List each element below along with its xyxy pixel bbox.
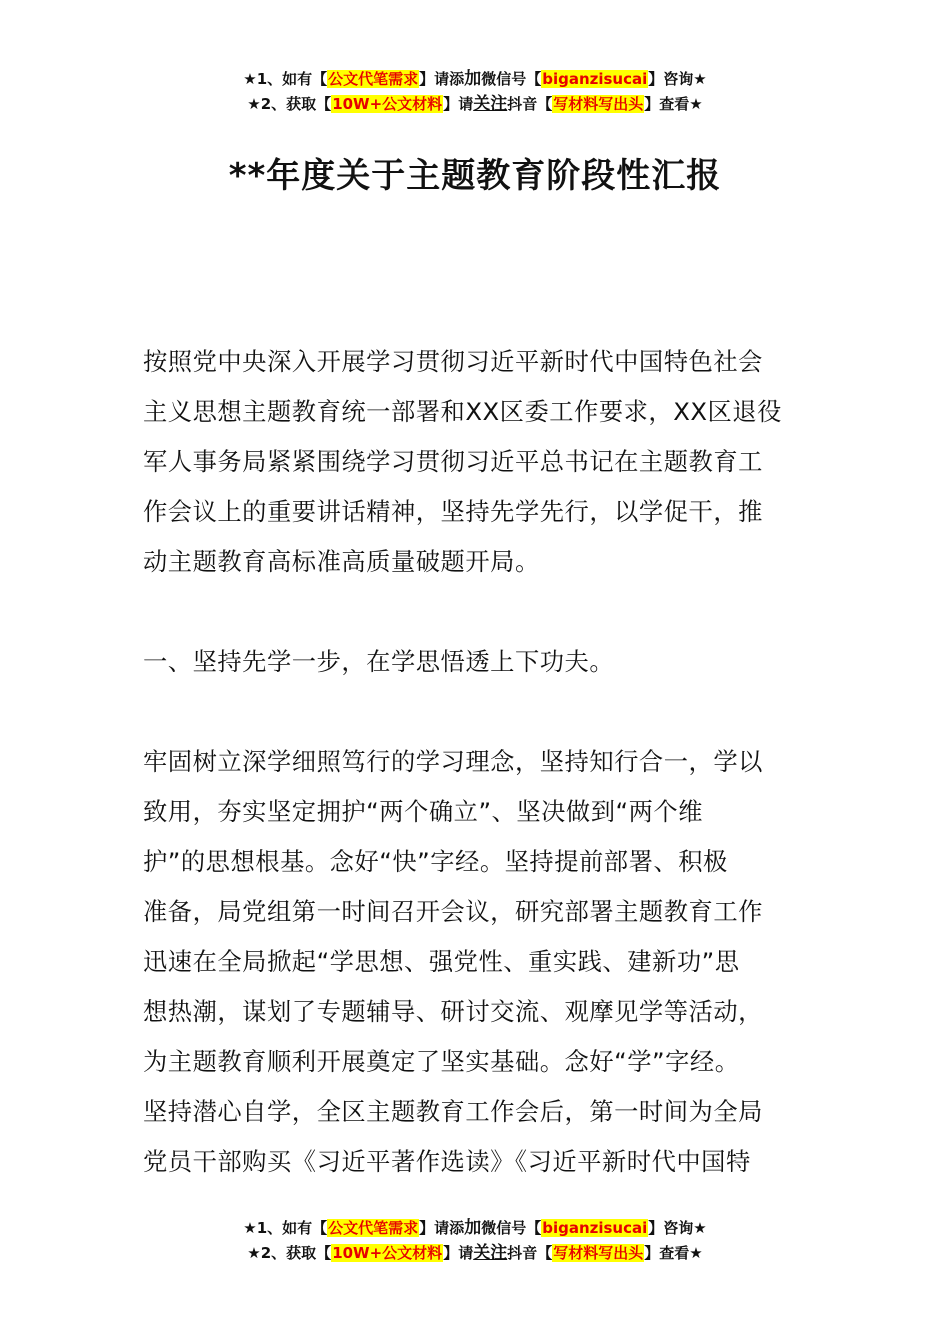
banner-text: 关注: [473, 1243, 508, 1263]
text-line: 护”的思想根基。念好“快”字经。坚持提前部署、积极: [143, 847, 728, 876]
highlight-douyin-account: 写材料写出头: [553, 1244, 644, 1262]
banner-text: ★2、获取【: [247, 1244, 332, 1262]
header-banner: [0, 67, 950, 117]
document-title: **年度关于主题教育阶段性汇报: [228, 156, 722, 196]
banner-text: 】咨询★: [648, 70, 707, 88]
banner-line-1: [0, 67, 950, 92]
banner-text: ★1、如有【: [243, 70, 328, 88]
paragraph-intro: [143, 337, 807, 587]
text-line: 迅速在全局掀起“学思想、强党性、重实践、建新功”思: [143, 947, 740, 976]
text-line: 党员干部购买《习近平著作选读》《习近平新时代中国特: [143, 1147, 751, 1176]
banner-text: ★2、获取【: [247, 95, 332, 113]
banner-text: 关注: [473, 94, 508, 114]
banner-text: 微信号【: [481, 1219, 542, 1237]
text-line: 坚持潜心自学，全区主题教育工作会后，第一时间为全局: [143, 1097, 763, 1126]
text-line: 为主题教育顺利开展奠定了坚实基础。念好“学”字经。: [143, 1047, 740, 1076]
banner-text: 抖音【: [507, 1244, 553, 1262]
banner-line-1: [0, 1216, 950, 1241]
banner-text: 抖音【: [507, 95, 553, 113]
banner-text: 】请添: [419, 70, 465, 88]
banner-text: 】请添: [419, 1219, 465, 1237]
footer-banner: [0, 1216, 950, 1266]
highlight-service: 公文代笔需求: [328, 70, 419, 88]
banner-text: 】请: [443, 95, 474, 113]
banner-text: ★1、如有【: [243, 1219, 328, 1237]
banner-text: 加: [464, 69, 482, 89]
text-line: 主义思想主题教育统一部署和XX区委工作要求，XX区退役: [143, 397, 782, 426]
banner-text: 微信号【: [481, 70, 542, 88]
paragraph-section-1: [143, 737, 807, 1187]
text-line: 按照党中央深入开展学习贯彻习近平新时代中国特色社会: [143, 347, 763, 376]
text-line: 想热潮，谋划了专题辅导、研讨交流、观摩见学等活动，: [143, 997, 763, 1026]
section-heading: [143, 637, 807, 687]
text-line: 致用，夯实坚定拥护“两个确立”、坚决做到“两个维: [143, 797, 703, 826]
highlight-wechat-id: biganzisucai: [542, 1219, 648, 1237]
text-line: 一、坚持先学一步，在学思悟透上下功夫。: [143, 647, 615, 676]
banner-text: 】请: [443, 1244, 474, 1262]
text-line: 作会议上的重要讲话精神，坚持先学先行，以学促干，推: [143, 497, 763, 526]
text-line: 军人事务局紧紧围绕学习贯彻习近平总书记在主题教育工: [143, 447, 763, 476]
banner-line-2: [0, 1241, 950, 1266]
highlight-douyin-account: 写材料写出头: [553, 95, 644, 113]
banner-text: 】咨询★: [648, 1219, 707, 1237]
highlight-materials: 10W+公文材料: [332, 95, 443, 113]
banner-text: 】查看★: [644, 95, 703, 113]
highlight-service: 公文代笔需求: [328, 1219, 419, 1237]
text-line: 动主题教育高标准高质量破题开局。: [143, 547, 540, 576]
highlight-wechat-id: biganzisucai: [542, 70, 648, 88]
text-line: 牢固树立深学细照笃行的学习理念，坚持知行合一，学以: [143, 747, 763, 776]
banner-text: 加: [464, 1218, 482, 1238]
text-line: 准备，局党组第一时间召开会议，研究部署主题教育工作: [143, 897, 763, 926]
banner-text: 】查看★: [644, 1244, 703, 1262]
banner-line-2: [0, 92, 950, 117]
highlight-materials: 10W+公文材料: [332, 1244, 443, 1262]
